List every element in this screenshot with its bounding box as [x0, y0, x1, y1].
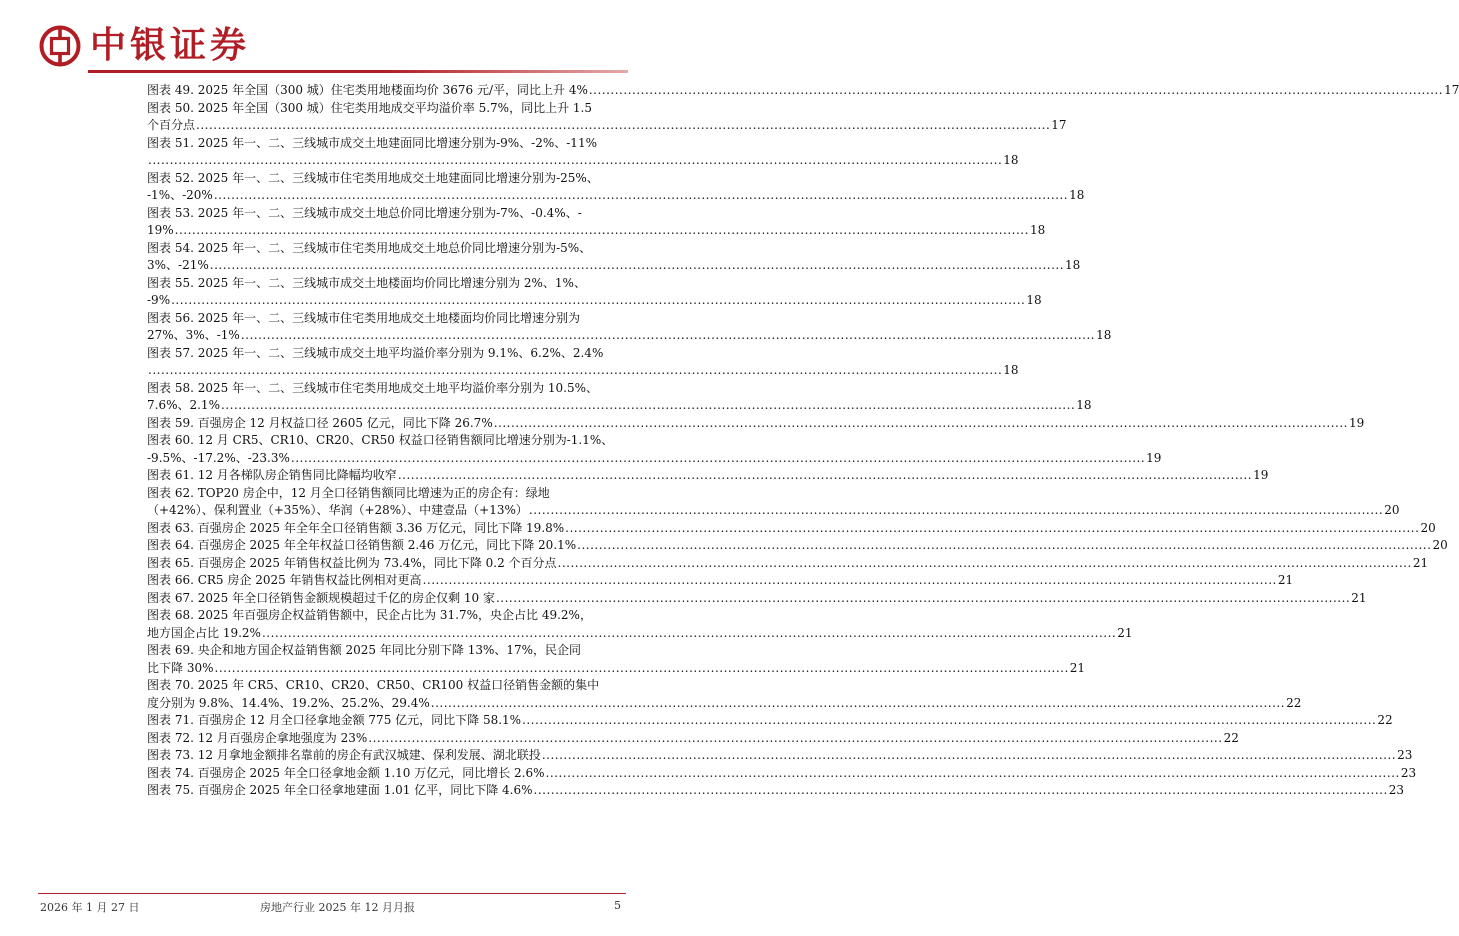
dot-leader: ...................................................................................................................................................................................................... — [541, 748, 1397, 762]
toc-entry[interactable] — [147, 380, 1092, 415]
toc-entry-title: 19% — [147, 223, 174, 237]
toc-entry-title: 图表 58. 2025 年一、二、三线城市住宅类用地成交土地平均溢价率分别为 10.5%、 — [147, 380, 599, 395]
dot-leader: ...................................................................................................................................................................................................... — [522, 713, 1377, 727]
toc-entry-title: 地方国企占比 19.2% — [147, 625, 261, 640]
toc-entry-continuation — [147, 117, 1067, 135]
dot-leader: ...................................................................................................................................................................................................... — [422, 573, 1277, 587]
toc-entry-page: 18 — [1029, 223, 1046, 237]
toc-entry-continuation — [147, 502, 1400, 520]
toc-entry[interactable] — [147, 310, 1112, 345]
dot-leader: ...................................................................................................................................................................................................... — [290, 450, 1146, 465]
toc-entry-continuation — [147, 327, 1112, 345]
toc-entry-page: 20 — [1384, 503, 1400, 517]
toc-entry[interactable] — [147, 677, 1302, 712]
toc-entry-title: 图表 59. 百强房企 12 月权益口径 2605 亿元，同比下降 26.7% — [147, 415, 493, 430]
chart-list — [147, 82, 1459, 800]
toc-entry-title: 图表 57. 2025 年一、二、三线城市成交土地平均溢价率分别为 9.1%、6.2%、2.4% — [147, 345, 604, 360]
footer-page-number: 5 — [614, 899, 621, 912]
footer-divider — [38, 893, 626, 894]
toc-entry[interactable] — [147, 765, 1417, 783]
toc-entry[interactable] — [147, 555, 1429, 573]
toc-entry[interactable] — [147, 467, 1269, 485]
dot-leader: ...................................................................................................................................................................................................... — [220, 398, 1076, 412]
toc-entry-page: 18 — [1026, 293, 1042, 307]
toc-entry[interactable] — [147, 712, 1393, 730]
toc-entry-title: 3%、-21% — [147, 258, 209, 272]
toc-entry-title: 度分别为 9.8%、14.4%、19.2%、25.2%、29.4% — [147, 695, 430, 710]
toc-entry-page: 18 — [1065, 258, 1081, 272]
toc-entry-page: 19 — [1253, 468, 1269, 482]
toc-entry[interactable] — [147, 747, 1413, 765]
toc-entry-page: 18 — [1003, 153, 1019, 167]
toc-entry-title: 图表 62. TOP20 房企中，12 月全口径销售额同比增速为正的房企有：绿地 — [147, 485, 550, 500]
dot-leader: ...................................................................................................................................................................................................... — [213, 188, 1069, 202]
toc-entry-continuation — [147, 257, 1081, 275]
footer-date: 2026 年 1 月 27 日 — [40, 901, 140, 914]
dot-leader: ...................................................................................................................................................................................................... — [171, 293, 1026, 307]
toc-entry-title: 图表 64. 百强房企 2025 年全年权益口径销售额 2.46 万亿元，同比下降 20.1% — [147, 538, 577, 552]
toc-entry-title: 图表 51. 2025 年一、二、三线城市成交土地建面同比增速分别为-9%、-2%、-11% — [147, 135, 597, 150]
toc-entry[interactable] — [147, 415, 1365, 433]
toc-entry-title: 图表 50. 2025 年全国（300 城）住宅类用地成交平均溢价率 5.7%，同比上升 1.5 — [147, 100, 592, 115]
toc-entry[interactable] — [147, 100, 1067, 135]
bank-of-china-logo-icon — [39, 25, 81, 67]
toc-entry-continuation — [147, 292, 1042, 310]
toc-entry-title: 图表 73. 12 月拿地金额排名靠前的房企有武汉城建、保利发展、湖北联投 — [147, 748, 541, 762]
toc-entry[interactable] — [147, 642, 1086, 677]
dot-leader: ...................................................................................................................................................................................................... — [397, 468, 1253, 482]
toc-entry-title: 图表 49. 2025 年全国（300 城）住宅类用地楼面均价 3676 元/平，同比上升 4% — [147, 83, 588, 97]
toc-entry-page: 18 — [1069, 188, 1085, 202]
toc-entry-page: 20 — [1420, 520, 1436, 535]
toc-entry-continuation — [147, 695, 1302, 713]
toc-entry-title: 图表 72. 12 月百强房企拿地强度为 23% — [147, 730, 368, 745]
toc-entry[interactable] — [147, 590, 1367, 608]
toc-entry-title: 图表 54. 2025 年一、二、三线城市住宅类用地成交土地总价同比增速分别为-5%、 — [147, 240, 592, 255]
footer-report-title: 房地产行业 2025 年 12 月月报 — [260, 901, 415, 914]
toc-entry-page: 23 — [1397, 748, 1413, 762]
toc-entry[interactable] — [147, 730, 1239, 748]
toc-entry-title: 图表 63. 百强房企 2025 年全年全口径销售额 3.36 万亿元，同比下降 19.8% — [147, 520, 565, 535]
dot-leader: ...................................................................................................................................................................................................... — [174, 223, 1029, 237]
dot-leader: ...................................................................................................................................................................................................... — [528, 503, 1384, 517]
toc-entry-title: 图表 67. 2025 年全口径销售金额规模超过千亿的房企仅剩 10 家 — [147, 590, 495, 605]
toc-entry[interactable] — [147, 275, 1042, 310]
toc-entry-page: 18 — [1003, 363, 1019, 377]
toc-entry[interactable] — [147, 782, 1405, 800]
page-header — [0, 0, 662, 82]
toc-entry-title: 图表 68. 2025 年百强房企权益销售额中，民企占比为 31.7%，央企占比 49.2%， — [147, 608, 592, 622]
toc-entry-page: 19 — [1146, 450, 1162, 465]
toc-entry[interactable] — [147, 520, 1436, 538]
brand-name: 中银证券 — [90, 25, 251, 66]
dot-leader: ...................................................................................................................................................................................................... — [240, 328, 1096, 342]
toc-entry-title: 图表 60. 12 月 CR5、CR10、CR20、CR50 权益口径销售额同比增速分别为-1.1%、 — [147, 433, 614, 447]
toc-entry-page: 21 — [1351, 590, 1367, 605]
toc-entry-continuation — [147, 625, 1133, 643]
dot-leader: ...................................................................................................................................................................................................... — [148, 153, 1003, 167]
toc-entry-continuation — [147, 187, 1085, 205]
toc-entry[interactable] — [147, 607, 1133, 642]
toc-entry-title: 图表 53. 2025 年一、二、三线城市成交土地总价同比增速分别为-7%、-0.4%、- — [147, 205, 582, 220]
toc-entry-title: 图表 65. 百强房企 2025 年销售权益比例为 73.4%，同比下降 0.2 个百分点 — [147, 555, 557, 570]
toc-entry-title: 图表 56. 2025 年一、二、三线城市住宅类用地成交土地楼面均价同比增速分别为 — [147, 310, 581, 325]
header-divider — [88, 70, 628, 73]
dot-leader: ...................................................................................................................................................................................................... — [493, 415, 1348, 430]
toc-entry-page: 17 — [1444, 83, 1459, 97]
toc-entry-title: 27%、3%、-1% — [147, 328, 240, 342]
toc-entry-title: 图表 70. 2025 年 CR5、CR10、CR20、CR50、CR100 权益口径销售金额的集中 — [147, 678, 600, 692]
toc-entry-page: 22 — [1223, 730, 1239, 745]
dot-leader: ...................................................................................................................................................................................................... — [196, 118, 1051, 132]
dot-leader: ...................................................................................................................................................................................................... — [557, 555, 1412, 570]
toc-entry-continuation — [147, 660, 1086, 678]
dot-leader: ...................................................................................................................................................................................................... — [214, 660, 1069, 675]
dot-leader: ...................................................................................................................................................................................................... — [368, 730, 1223, 745]
toc-entry-title: 图表 71. 百强房企 12 月全口径拿地金额 775 亿元，同比下降 58.1% — [147, 713, 522, 727]
dot-leader: ...................................................................................................................................................................................................... — [209, 258, 1065, 272]
toc-entry[interactable] — [147, 432, 1162, 467]
toc-entry[interactable] — [147, 240, 1081, 275]
dot-leader: ...................................................................................................................................................................................................... — [545, 765, 1400, 780]
toc-entry-page: 21 — [1117, 625, 1133, 640]
toc-entry-title: 图表 66. CR5 房企 2025 年销售权益比例相对更高 — [147, 573, 422, 587]
toc-entry[interactable] — [147, 572, 1294, 590]
toc-entry-title: 图表 74. 百强房企 2025 年全口径拿地金额 1.10 万亿元，同比增长 2.6% — [147, 765, 545, 780]
toc-entry-continuation — [147, 152, 1019, 170]
toc-entry-page: 18 — [1096, 328, 1112, 342]
toc-entry-page: 21 — [1069, 660, 1086, 675]
toc-entry-title: 个百分点 — [147, 118, 196, 132]
toc-entry-title: -9% — [147, 293, 171, 307]
toc-entry[interactable] — [147, 345, 1019, 380]
toc-entry-page: 22 — [1377, 713, 1393, 727]
dot-leader: ...................................................................................................................................................................................................... — [577, 538, 1432, 552]
toc-entry-continuation — [147, 362, 1019, 380]
toc-entry-page: 23 — [1400, 765, 1417, 780]
toc-entry-page: 21 — [1277, 573, 1294, 587]
toc-entry-title: -9.5%、-17.2%、-23.3% — [147, 450, 290, 465]
dot-leader: ...................................................................................................................................................................................................... — [261, 625, 1117, 640]
dot-leader: ...................................................................................................................................................................................................... — [588, 83, 1444, 97]
toc-entry-title: 7.6%、2.1% — [147, 398, 220, 412]
toc-entry-title: 比下降 30% — [147, 660, 214, 675]
toc-entry-title: -1%、-20% — [147, 188, 213, 202]
toc-entry-page: 22 — [1286, 695, 1302, 710]
toc-entry-page: 17 — [1051, 118, 1067, 132]
toc-entry[interactable] — [147, 537, 1448, 555]
toc-entry-continuation — [147, 222, 1046, 240]
toc-entry-title: 图表 69. 央企和地方国企权益销售额 2025 年同比分别下降 13%、17%，民企同 — [147, 643, 582, 657]
toc-entry-page: 23 — [1388, 783, 1405, 797]
toc-entry-title: （+42%）、保利置业（+35%）、华润（+28%）、中建壹品（+13%） — [147, 503, 528, 517]
toc-entry-page: 19 — [1348, 415, 1365, 430]
toc-entry-page: 20 — [1432, 538, 1448, 552]
dot-leader: ...................................................................................................................................................................................................... — [533, 783, 1388, 797]
dot-leader: ...................................................................................................................................................................................................... — [495, 590, 1351, 605]
dot-leader: ...................................................................................................................................................................................................... — [565, 520, 1420, 535]
toc-entry[interactable] — [147, 205, 1046, 240]
dot-leader: ...................................................................................................................................................................................................... — [148, 363, 1003, 377]
toc-entry-page: 18 — [1076, 398, 1092, 412]
toc-entry[interactable] — [147, 82, 1459, 100]
toc-entry-title: 图表 55. 2025 年一、二、三线城市成交土地楼面均价同比增速分别为 2%、1%、 — [147, 275, 586, 290]
toc-entry-title: 图表 75. 百强房企 2025 年全口径拿地建面 1.01 亿平，同比下降 4.6% — [147, 783, 533, 797]
toc-entry-page: 21 — [1412, 555, 1429, 570]
toc-entry-title: 图表 52. 2025 年一、二、三线城市住宅类用地成交土地建面同比增速分别为-25%、 — [147, 170, 599, 185]
toc-entry[interactable] — [147, 170, 1085, 205]
toc-entry[interactable] — [147, 135, 1019, 170]
toc-entry[interactable] — [147, 485, 1400, 520]
dot-leader: ...................................................................................................................................................................................................... — [430, 695, 1286, 710]
toc-entry-title: 图表 61. 12 月各梯队房企销售同比降幅均收窄 — [147, 468, 397, 482]
toc-entry-continuation — [147, 397, 1092, 415]
toc-entry-continuation — [147, 450, 1162, 468]
